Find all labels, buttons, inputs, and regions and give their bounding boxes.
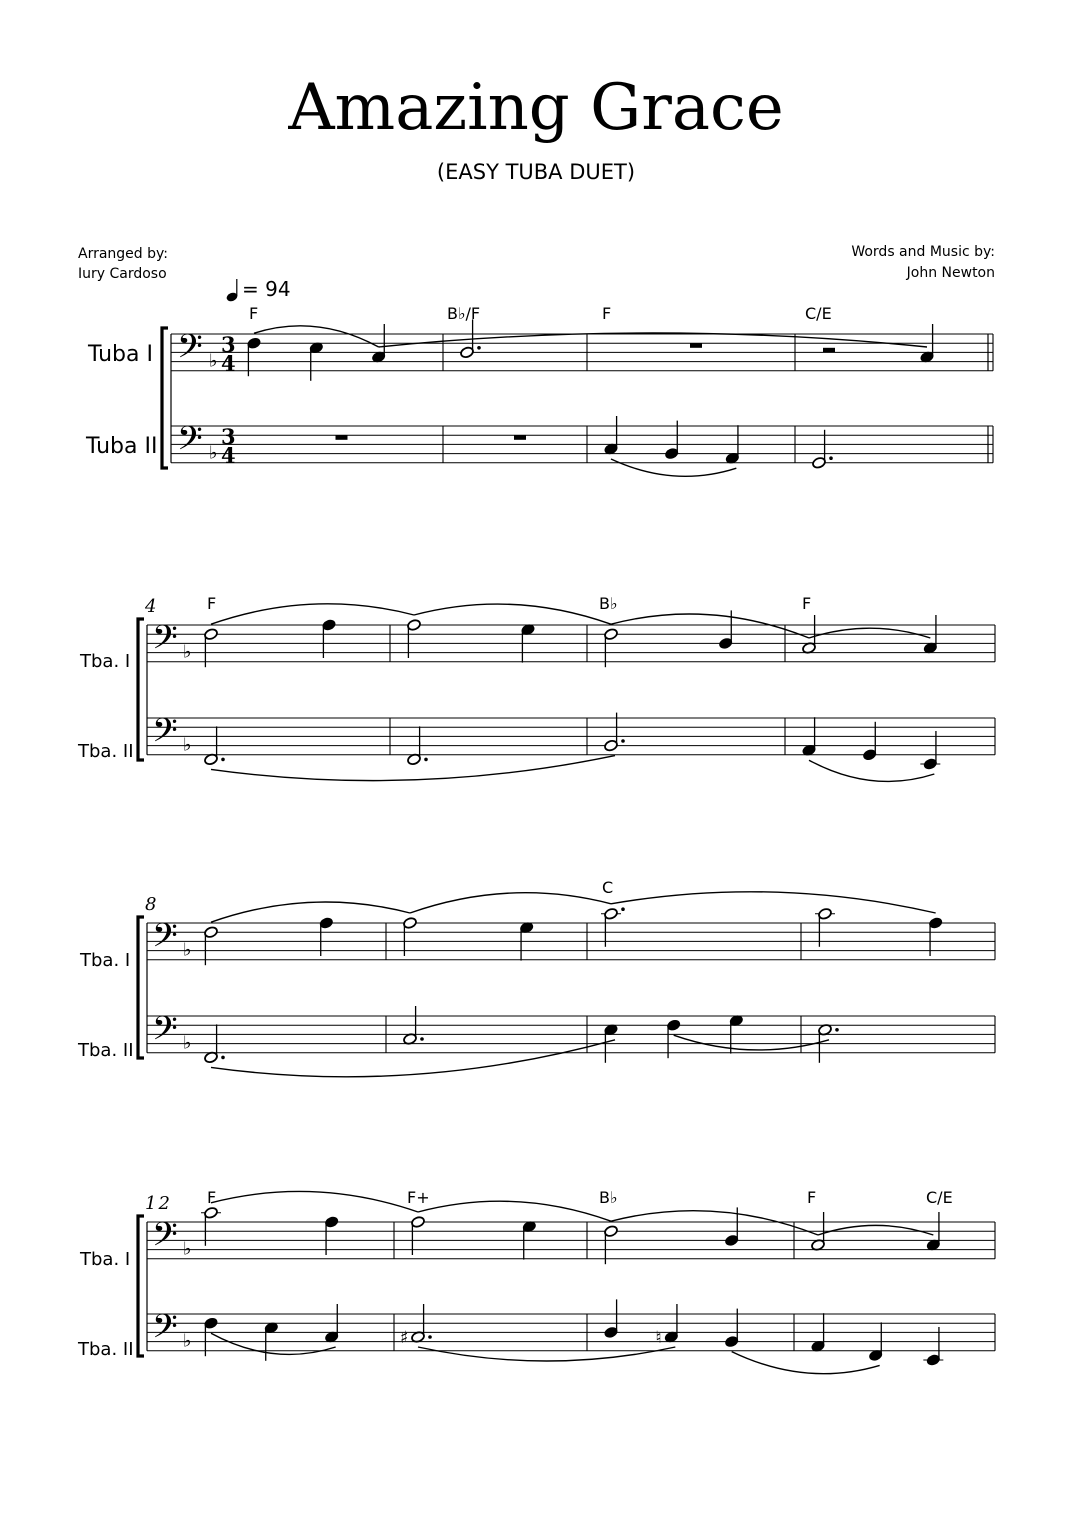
slur xyxy=(211,1040,615,1077)
chord-symbol: B♭ xyxy=(599,1188,618,1207)
augmentation-dot xyxy=(477,346,481,350)
whole-rest xyxy=(336,435,348,440)
bass-clef-icon: 𝄢 xyxy=(152,619,178,665)
instrument-label-short-1-sys2: Tba. I xyxy=(80,651,131,672)
time-signature-bottom: 4 xyxy=(221,443,236,468)
augmentation-dot xyxy=(221,1056,225,1060)
time-signature-top: 3 xyxy=(221,424,236,449)
instrument-label-short-2-sys3: Tba. II xyxy=(78,1040,134,1061)
natural-icon: ♮ xyxy=(655,1328,662,1348)
instrument-label-short-2-sys2: Tba. II xyxy=(78,741,134,762)
half-rest xyxy=(823,348,835,353)
key-signature-flat-icon: ♭ xyxy=(183,1330,192,1352)
chord-symbol: F xyxy=(602,304,612,323)
augmentation-dot xyxy=(424,758,428,762)
augmentation-dot xyxy=(621,739,625,743)
bass-clef-icon: 𝄢 xyxy=(152,917,178,963)
time-signature-bottom: 4 xyxy=(221,351,236,376)
slur xyxy=(611,459,736,476)
bass-clef-icon: 𝄢 xyxy=(152,1216,178,1262)
measure-number-4: 4 xyxy=(145,596,157,617)
system-bracket xyxy=(162,328,168,468)
augmentation-dot xyxy=(428,1335,432,1339)
instrument-label-short-1-sys4: Tba. I xyxy=(80,1249,131,1270)
system-bracket xyxy=(138,917,144,1058)
slur xyxy=(818,1225,933,1235)
chord-symbol: F xyxy=(249,304,259,323)
bass-clef-icon: 𝄢 xyxy=(152,712,178,758)
slur xyxy=(410,893,611,913)
slur xyxy=(211,604,414,624)
key-signature-flat-icon: ♭ xyxy=(183,1238,192,1260)
key-signature-flat-icon: ♭ xyxy=(183,734,192,756)
chord-symbol: F+ xyxy=(407,1188,430,1207)
whole-rest xyxy=(690,343,702,348)
system-bracket xyxy=(138,619,144,760)
key-signature-flat-icon: ♭ xyxy=(183,939,192,961)
chord-symbol: C/E xyxy=(805,304,832,323)
measure-number-8: 8 xyxy=(145,894,157,915)
tempo-value: = 94 xyxy=(242,277,291,301)
arranger-name: Iury Cardoso xyxy=(78,266,167,282)
slur xyxy=(732,1352,880,1374)
bass-clef-icon: 𝄢 xyxy=(177,420,203,466)
slur xyxy=(211,1191,418,1212)
slur xyxy=(414,604,611,624)
augmentation-dot xyxy=(221,758,225,762)
instrument-label-short-1-sys3: Tba. I xyxy=(80,950,131,971)
chord-symbol: F xyxy=(207,594,217,613)
augmentation-dot xyxy=(420,1037,424,1041)
key-signature-flat-icon: ♭ xyxy=(209,442,218,464)
slur xyxy=(809,760,934,781)
slur xyxy=(809,628,930,638)
augmentation-dot xyxy=(835,1028,839,1032)
system-bracket xyxy=(138,1216,144,1356)
slur xyxy=(674,1035,829,1050)
slur xyxy=(418,1347,675,1361)
slur xyxy=(211,902,410,922)
augmentation-dot xyxy=(621,907,625,911)
time-signature-top: 3 xyxy=(221,332,236,357)
bass-clef-icon: 𝄢 xyxy=(152,1308,178,1354)
arranger-label: Arranged by: xyxy=(78,246,169,262)
bass-clef-icon: 𝄢 xyxy=(152,1010,178,1056)
chord-symbol: B♭/F xyxy=(447,304,481,323)
measure-number-12: 12 xyxy=(145,1193,172,1214)
instrument-label-tuba-1: Tuba I xyxy=(88,342,153,367)
augmentation-dot xyxy=(829,456,833,460)
chord-symbol: B♭ xyxy=(599,594,618,613)
chord-symbol: F xyxy=(807,1188,817,1207)
key-signature-flat-icon: ♭ xyxy=(183,641,192,663)
key-signature-flat-icon: ♭ xyxy=(209,350,218,372)
sharp-icon: ♯ xyxy=(400,1328,409,1348)
page-subtitle: (EASY TUBA DUET) xyxy=(436,160,636,184)
chord-symbol: C xyxy=(602,878,614,897)
page-title: Amazing Grace xyxy=(288,71,784,145)
chord-symbol: C/E xyxy=(926,1188,953,1207)
key-signature-flat-icon: ♭ xyxy=(183,1032,192,1054)
instrument-label-short-2-sys4: Tba. II xyxy=(78,1339,134,1360)
chord-symbol: F xyxy=(802,594,812,613)
bass-clef-icon: 𝄢 xyxy=(177,328,203,374)
slur xyxy=(611,892,936,913)
instrument-label-tuba-2: Tuba II xyxy=(86,434,158,459)
chord-symbol: F xyxy=(207,1188,217,1207)
whole-rest xyxy=(514,435,526,440)
composer-label: Words and Music by: xyxy=(851,244,995,260)
slur xyxy=(379,333,927,347)
slur xyxy=(418,1201,611,1221)
composer-name: John Newton xyxy=(906,265,995,281)
